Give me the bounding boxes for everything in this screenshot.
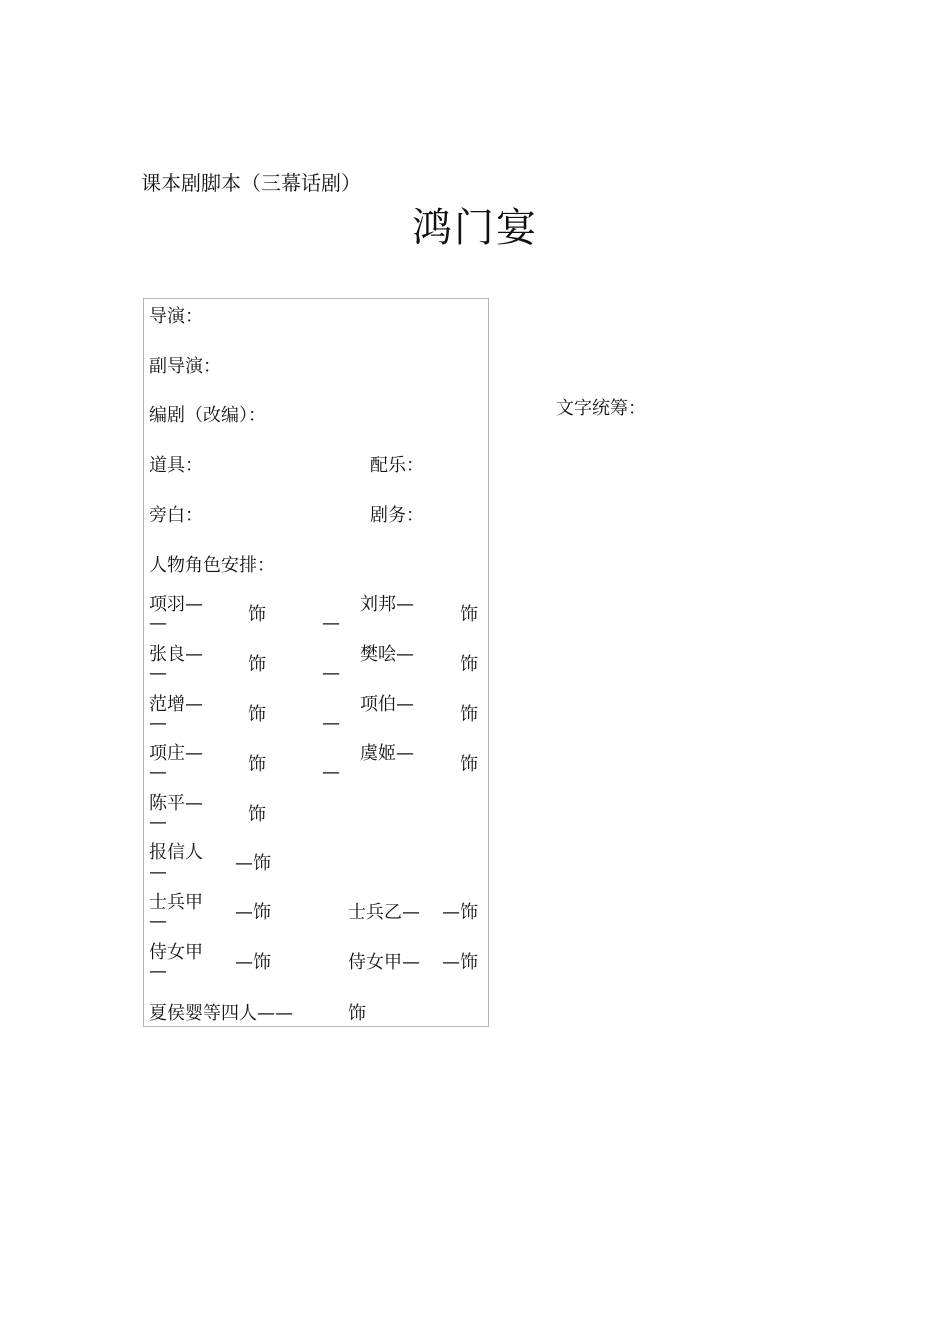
role-actor-label: —饰: [235, 952, 271, 973]
role-name: 樊哙—: [360, 644, 414, 665]
role-actor-label: 饰: [460, 704, 478, 725]
role-name: 刘邦—: [360, 594, 414, 615]
role-actor-label: 饰: [460, 654, 478, 675]
music-label: 配乐：: [370, 455, 424, 476]
narrator-label: 旁白：: [149, 505, 203, 526]
role-name: 张良—: [149, 644, 203, 665]
role-actor-label: —饰: [442, 952, 478, 973]
role-dash: —: [149, 762, 167, 783]
role-name: 虞姬—: [360, 743, 414, 764]
role-actor-label: —饰: [235, 853, 271, 874]
role-actor-label: —饰: [442, 902, 478, 923]
screenwriter-label: 编剧（改编）：: [149, 405, 266, 426]
role-dash: —: [322, 762, 340, 783]
role-name: 士兵甲: [149, 892, 203, 913]
role-actor-label: —饰: [235, 902, 271, 923]
role-dash: —: [149, 961, 167, 982]
role-name: 报信人: [149, 842, 203, 863]
role-actor-label: 饰: [248, 754, 266, 775]
role-name: 士兵乙—: [348, 902, 420, 923]
roles-heading: 人物角色安排：: [149, 555, 275, 576]
role-dash: —: [149, 613, 167, 634]
assistant-director-label: 副导演：: [149, 356, 221, 377]
role-name: 项庄—: [149, 743, 203, 764]
role-dash: —: [322, 663, 340, 684]
role-actor-label: 饰: [460, 604, 478, 625]
role-dash: —: [322, 613, 340, 634]
role-actor-label: 饰: [460, 754, 478, 775]
script-subtitle: 课本剧脚本（三幕话剧）: [141, 171, 361, 195]
role-actor-label: 饰: [248, 654, 266, 675]
role-dash: —: [149, 812, 167, 833]
cast-crew-table: [143, 298, 489, 1027]
role-dash: —: [149, 663, 167, 684]
role-name: 夏侯婴等四人——: [149, 1003, 293, 1024]
props-label: 道具：: [149, 455, 203, 476]
role-dash: —: [149, 911, 167, 932]
role-name: 侍女甲: [149, 942, 203, 963]
role-name: 项羽—: [149, 594, 203, 615]
role-name: 项伯—: [360, 694, 414, 715]
role-dash: —: [149, 862, 167, 883]
role-actor-label: 饰: [248, 704, 266, 725]
page-title: 鸿门宴: [412, 205, 538, 251]
role-dash: —: [149, 713, 167, 734]
role-actor-label: 饰: [248, 604, 266, 625]
director-label: 导演：: [149, 306, 203, 327]
role-actor-label: 饰: [348, 1003, 366, 1024]
role-actor-label: 饰: [248, 804, 266, 825]
role-name: 陈平—: [149, 793, 203, 814]
text-coordinator-label: 文字统筹：: [556, 398, 646, 419]
role-name: 范增—: [149, 694, 203, 715]
role-name: 侍女甲—: [348, 952, 420, 973]
role-dash: —: [322, 713, 340, 734]
stage-affairs-label: 剧务：: [370, 505, 424, 526]
